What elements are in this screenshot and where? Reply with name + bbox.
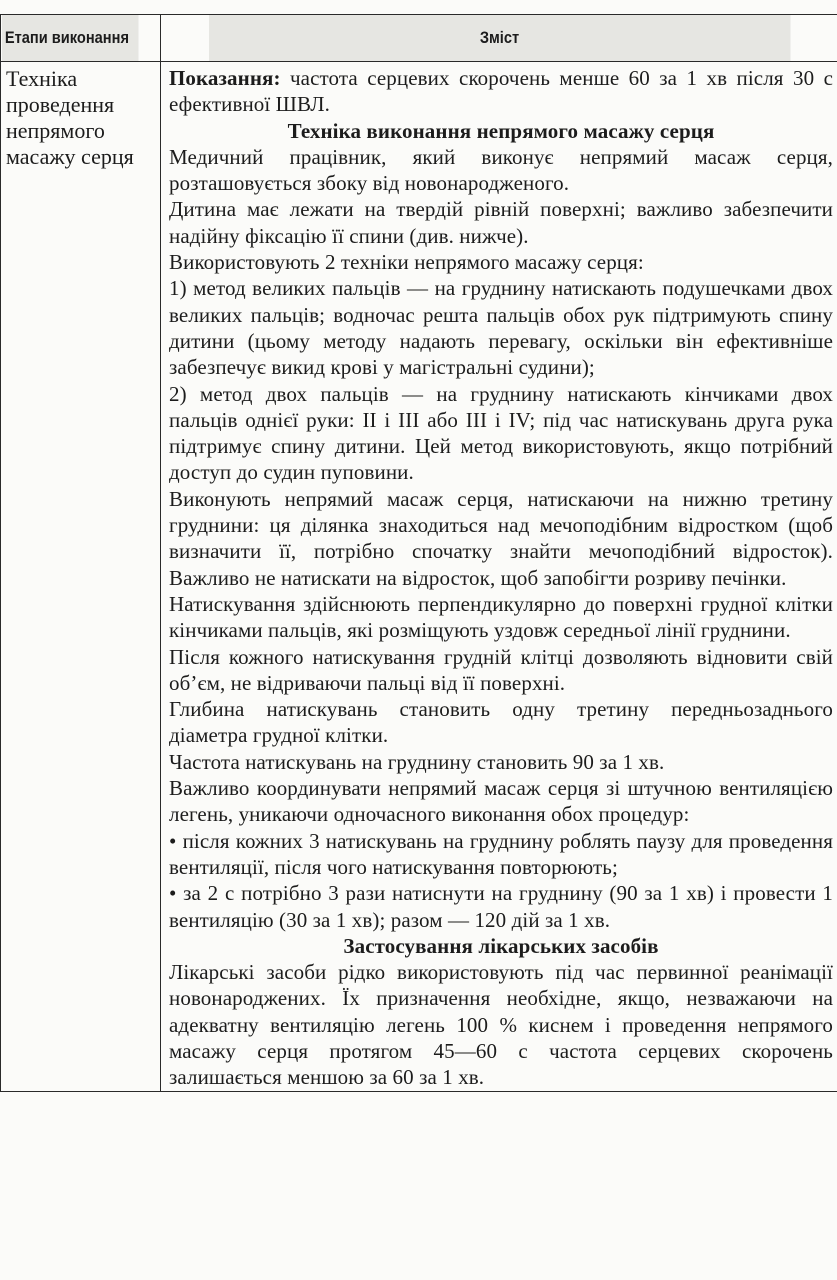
- indication-label: Показання:: [169, 66, 281, 90]
- table-row: [1, 62, 837, 1092]
- paragraph: Після кожного натискування грудній клітці дозволяють відновити свій об’єм, не відриваючи пальці від її поверхні.: [169, 644, 833, 695]
- list-item: 1) метод великих пальців — на груднину натискають подушечками двох великих пальців; водночас решта пальців обох рук підтримують спину дитини (цьому методу надають перевагу, оскільки він ефективніше забезпечує викид крові у магістральні судини);: [169, 276, 833, 380]
- paragraph: Частота натискувань на груднину становить 90 за 1 хв.: [169, 749, 665, 774]
- indication-paragraph: [169, 65, 833, 118]
- paragraph: Важливо координувати непрямий масаж серця зі штучною вентиляцією легень, уникаючи одночасного виконання обох процедур:: [169, 776, 833, 827]
- header-content: Зміст: [208, 15, 790, 62]
- procedure-table: [0, 14, 837, 1092]
- content-cell: [161, 62, 837, 1092]
- paragraph: Натискування здійснюють перпендикулярно до поверхні грудної клітки кінчиками пальців, які розміщують уздовж середньої лінії груднини.: [169, 591, 833, 643]
- paragraph: Медичний працівник, який виконує непрямий масаж серця, розташовується збоку від новонародженого.: [169, 144, 833, 196]
- paragraph: Лікарські засоби рідко використовують під час первинної реанімації новонароджених. Їх призначення необхідне, якщо, незважаючи на адекватну вентиляцію легень 100 % киснем і проведення непрямого масажу серця протягом 45—60 с частота серцевих скорочень залишається меншою за 60 за 1 хв.: [169, 960, 833, 1090]
- header-stages: Етапи виконання: [1, 15, 139, 62]
- paragraph: Виконують непрямий масаж серця, натискаючи на нижню третину груднини: ця ділянка знаходиться над мечоподібним відростком (щоб визначити її, потрібно спочатку знайти мечоподібний відросток). Важливо не натискати на відросток, щоб запобігти розриву печінки.: [169, 486, 833, 590]
- section-heading-technique: Техніка виконання непрямого масажу серця: [287, 118, 715, 143]
- paragraph: Глибина натискувань становить одну третину передньозаднього діаметра грудної клітки.: [169, 697, 833, 748]
- stage-cell: Техніка проведення непрямого масажу серця: [1, 62, 161, 1092]
- bullet-item: • за 2 с потрібно 3 рази натиснути на груднину (90 за 1 хв) і провести 1 вентиляцію (30 за 1 хв); разом — 120 дій за 1 хв.: [169, 881, 833, 932]
- bullet-item: • після кожних 3 натискувань на груднину роблять паузу для проведення вентиляції, після чого натискування повторюють;: [169, 828, 833, 879]
- paragraph: Дитина має лежати на твердій рівній поверхні; важливо забезпечити надійну фіксацію її спини (див. нижче).: [169, 197, 833, 248]
- indication-text: частота серцевих скорочень менше 60 за 1 хв після 30 с ефективної ШВЛ.: [169, 66, 833, 117]
- section-heading-medications: Застосування лікарських засобів: [343, 933, 659, 958]
- paragraph: Використовують 2 техніки непрямого масажу серця:: [169, 250, 644, 275]
- list-item: 2) метод двох пальців — на груднину натискають кінчиками двох пальців однієї руки: II і III або III і IV; під час натискувань друга рука підтримує спину дитини. Цей метод використовують, якщо потрібний доступ до судин пуповини.: [169, 381, 833, 485]
- table-header-row: [1, 15, 837, 62]
